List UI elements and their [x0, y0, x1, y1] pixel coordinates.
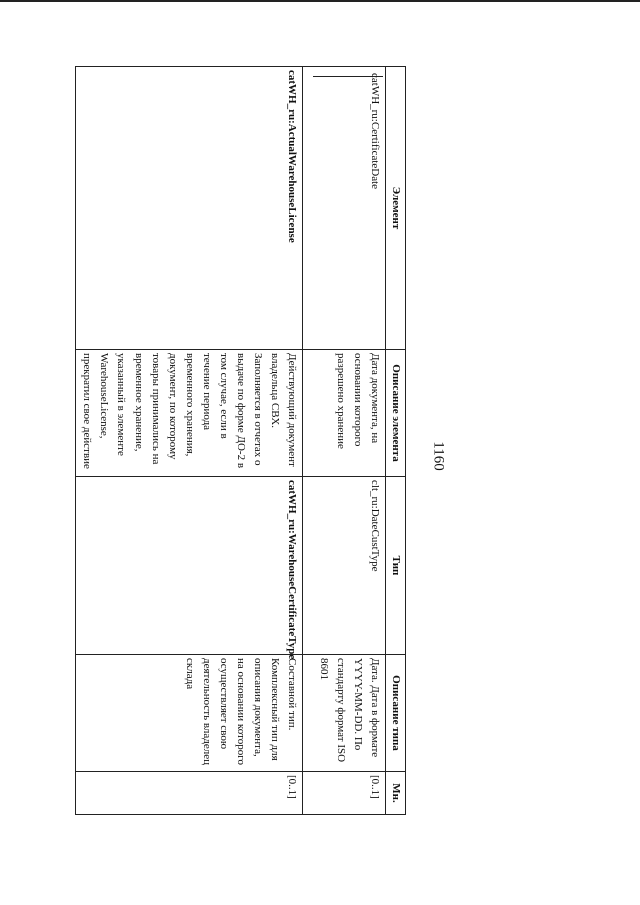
row-2-element: catWH_ru:ActualWarehouseLicense: [76, 67, 303, 350]
row-1-element-cell: [302, 67, 385, 350]
page-number: 1160: [430, 441, 447, 471]
row-2-type: catWH_ru:WarehouseCertificateType: [76, 477, 303, 655]
row-1-element-desc: Дата документа, на основании которого разрешено хранение: [302, 350, 385, 477]
row-1-mult: [0..1]: [302, 772, 385, 815]
header-type: Тип: [385, 477, 405, 655]
header-element-desc: Описание элемента: [385, 350, 405, 477]
table-row: [302, 67, 385, 815]
row-2-type-desc: Составной тип. Комплексный тип для описания документа, на основании которого осуществляет свою деятельность владелец склада: [76, 655, 303, 772]
header-element: Элемент: [385, 67, 405, 350]
rotated-table-container: [81, 66, 406, 814]
row-1-type-desc: Дата. Дата в формате YYYY-MM-DD. По стандарту формат ISO 8601: [302, 655, 385, 772]
table-header-row: [385, 67, 405, 815]
row-1-element: catWH_ru:CertificateDate: [368, 73, 381, 190]
row-2-element-desc: Действующий документ владельца СВХ. Заполняется в отчетах о выдаче по форме ДО-2 в том случае, если в течение периода временного хранения, документ, по которому товары принимались на временное хранение, указанный в элементе WarehouseLicense, прекратил свое действие: [76, 350, 303, 477]
row-1-type: clt_ru:DateCustType: [302, 477, 385, 655]
row-2-mult: [0..1]: [76, 772, 303, 815]
table-row: [76, 67, 303, 815]
header-mult: Мн.: [385, 772, 405, 815]
header-type-desc: Описание типа: [385, 655, 405, 772]
elements-table: [75, 66, 406, 815]
scan-edge-line: [0, 0, 640, 2]
